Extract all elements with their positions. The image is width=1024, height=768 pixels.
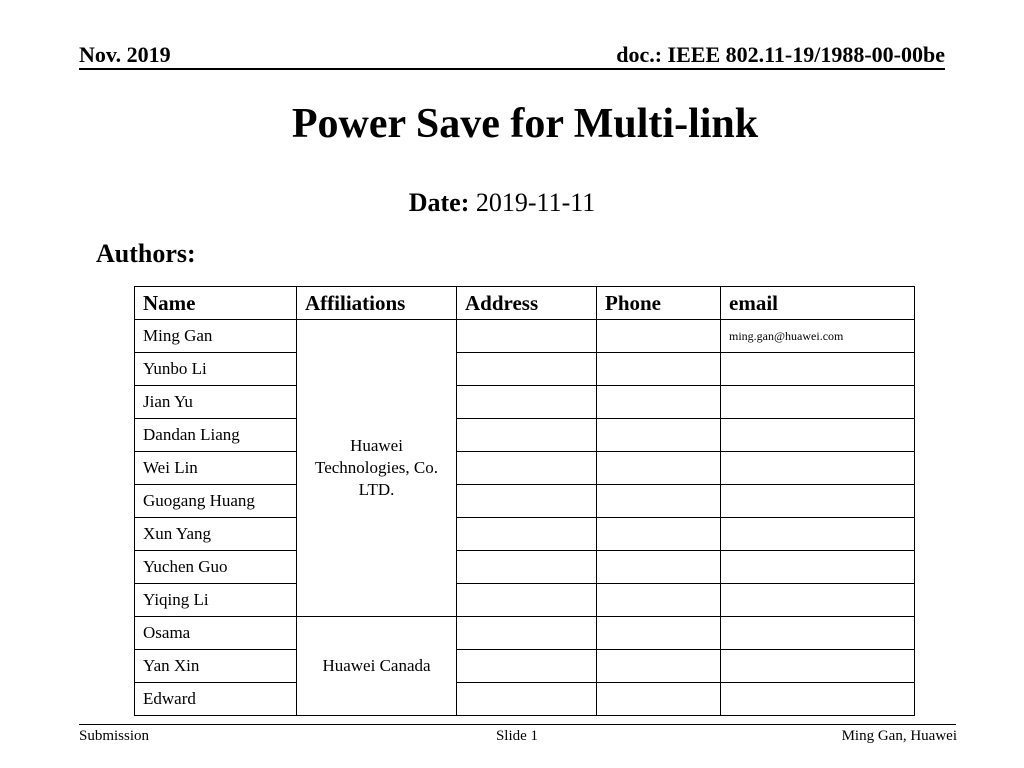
table-header-row — [135, 287, 915, 320]
author-name: Ming Gan — [135, 320, 297, 353]
author-name: Xun Yang — [135, 518, 297, 551]
table-row — [135, 683, 915, 716]
phone-cell — [597, 584, 721, 617]
table-row — [135, 452, 915, 485]
email-cell — [721, 650, 915, 683]
phone-cell — [597, 386, 721, 419]
table-row — [135, 320, 915, 353]
email-cell: ming.gan@huawei.com — [721, 320, 915, 353]
table-row — [135, 551, 915, 584]
email-cell — [721, 551, 915, 584]
phone-cell — [597, 485, 721, 518]
author-name: Osama — [135, 617, 297, 650]
header-affiliations: Affiliations — [297, 287, 457, 320]
address-cell — [457, 650, 597, 683]
phone-cell — [597, 551, 721, 584]
table-row — [135, 485, 915, 518]
table-row — [135, 584, 915, 617]
address-cell — [457, 452, 597, 485]
author-name: Jian Yu — [135, 386, 297, 419]
address-cell — [457, 386, 597, 419]
phone-cell — [597, 683, 721, 716]
author-name: Dandan Liang — [135, 419, 297, 452]
date-label: Date: — [408, 188, 470, 217]
footer-rule — [79, 724, 956, 725]
date-line — [0, 188, 1004, 218]
header-rule — [79, 68, 945, 70]
address-cell — [457, 551, 597, 584]
address-cell — [457, 584, 597, 617]
email-cell — [721, 386, 915, 419]
header-address: Address — [457, 287, 597, 320]
table-row — [135, 386, 915, 419]
phone-cell — [597, 650, 721, 683]
date-value: 2019-11-11 — [475, 188, 596, 217]
address-cell — [457, 320, 597, 353]
affiliation-cell: Huawei Canada — [297, 617, 457, 716]
address-cell — [457, 353, 597, 386]
phone-cell — [597, 419, 721, 452]
email-cell — [721, 584, 915, 617]
table-row — [135, 518, 915, 551]
table-row — [135, 419, 915, 452]
address-cell — [457, 419, 597, 452]
email-cell — [721, 518, 915, 551]
header-doc-id: doc.: IEEE 802.11-19/1988-00-00be — [616, 42, 945, 67]
email-cell — [721, 419, 915, 452]
address-cell — [457, 485, 597, 518]
author-name: Yiqing Li — [135, 584, 297, 617]
address-cell — [457, 617, 597, 650]
slide-title: Power Save for Multi-link — [291, 101, 759, 147]
footer-author: Ming Gan, Huawei — [841, 728, 957, 744]
address-cell — [457, 683, 597, 716]
author-name: Yuchen Guo — [135, 551, 297, 584]
header-email: email — [721, 287, 915, 320]
phone-cell — [597, 353, 721, 386]
authors-label: Authors: — [96, 239, 196, 268]
email-cell — [721, 353, 915, 386]
header-phone: Phone — [597, 287, 721, 320]
affiliation-cell: Huawei Technologies, Co. LTD. — [297, 320, 457, 617]
footer-submission: Submission — [79, 728, 150, 744]
table-row — [135, 617, 915, 650]
table-row — [135, 353, 915, 386]
email-cell — [721, 485, 915, 518]
author-name: Edward — [135, 683, 297, 716]
author-name: Yunbo Li — [135, 353, 297, 386]
authors-table — [134, 286, 915, 716]
footer-slide-number: Slide 1 — [495, 728, 539, 744]
author-name: Yan Xin — [135, 650, 297, 683]
phone-cell — [597, 617, 721, 650]
phone-cell — [597, 518, 721, 551]
author-name: Wei Lin — [135, 452, 297, 485]
phone-cell — [597, 452, 721, 485]
email-cell — [721, 683, 915, 716]
header-date: Nov. 2019 — [79, 42, 171, 67]
author-name: Guogang Huang — [135, 485, 297, 518]
table-row — [135, 650, 915, 683]
email-cell — [721, 617, 915, 650]
phone-cell — [597, 320, 721, 353]
email-cell — [721, 452, 915, 485]
address-cell — [457, 518, 597, 551]
header-name: Name — [135, 287, 297, 320]
